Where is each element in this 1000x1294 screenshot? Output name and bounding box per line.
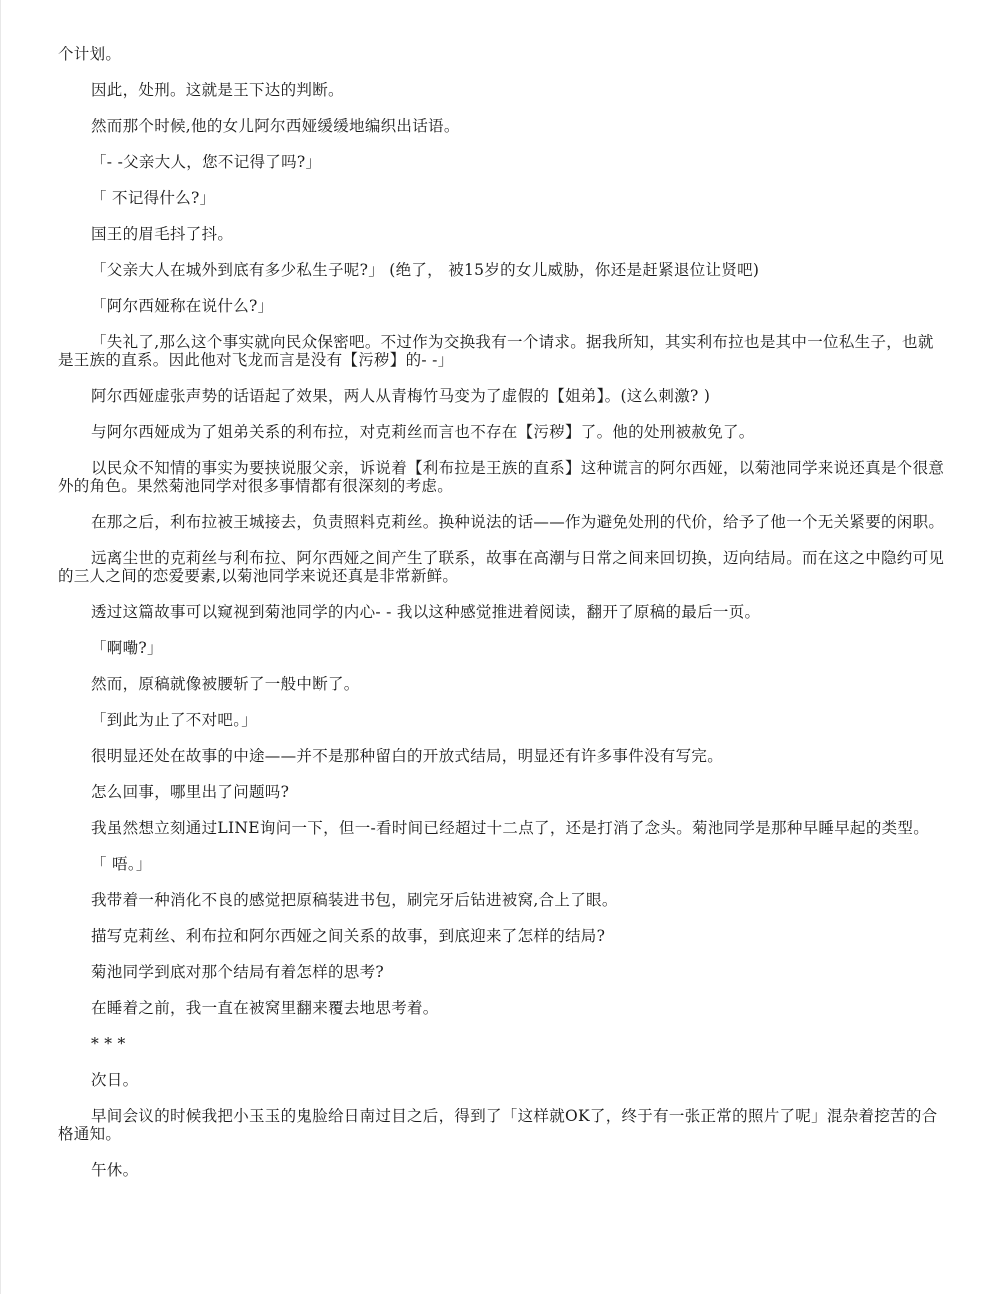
document-body [58, 45, 948, 1197]
paragraph: 然而那个时候,他的女儿阿尔西娅缓缓地编织出话语。 [91, 117, 460, 135]
dialogue-line: 「父亲大人在城外到底有多少私生子呢?」 (绝了， 被15岁的女儿威胁，你还是赶紧退位让贤吧) [91, 261, 760, 279]
dialogue-line: 「- -父亲大人，您不记得了吗?」 [91, 153, 322, 171]
paragraph: 我带着一种消化不良的感觉把原稿装进书包，刷完牙后钻进被窝,合上了眼。 [91, 891, 618, 909]
paragraph: 我虽然想立刻通过LINE询问一下，但一-看时间已经超过十二点了，还是打消了念头。菊池同学是那种早睡早起的类型。 [91, 819, 930, 837]
paragraph: 描写克莉丝、利布拉和阿尔西娅之间关系的故事，到底迎来了怎样的结局? [91, 927, 606, 945]
paragraph: 在那之后，利布拉被王城接去，负责照料克莉丝。换种说法的话——作为避免处刑的代价，给予了他一个无关紧要的闲职。 [91, 513, 945, 531]
paragraph: 很明显还处在故事的中途——并不是那种留白的开放式结局，明显还有许多事件没有写完。 [91, 747, 724, 765]
paragraph: 菊池同学到底对那个结局有着怎样的思考? [91, 963, 385, 981]
dialogue-line: 「到此为止了不对吧。」 [91, 711, 258, 729]
paragraph: 以民众不知情的事实为要挟说服父亲，诉说着【利布拉是王族的直系】这种谎言的阿尔西娅，以菊池同学来说还真是个很意外的角色。果然菊池同学对很多事情都有很深刻的考虑。 [58, 459, 945, 495]
section-break: * * * [91, 1035, 126, 1053]
paragraph: 远离尘世的克莉丝与利布拉、阿尔西娅之间产生了联系，故事在高潮与日常之间来回切换，迈向结局。而在这之中隐约可见的三人之间的恋爱要素,以菊池同学来说还真是非常新鲜。 [58, 549, 945, 585]
dialogue-line: 「失礼了,那么这个事实就向民众保密吧。不过作为交换我有一个请求。据我所知，其实利布拉也是其中一位私生子，也就是王族的直系。因此他对飞龙而言是没有【污秽】的- -」 [58, 333, 934, 369]
paragraph: 国王的眉毛抖了抖。 [91, 225, 234, 243]
paragraph: 早间会议的时候我把小玉玉的鬼脸给日南过目之后，得到了「这样就OK了，终于有一张正常的照片了呢」混杂着挖苦的合格通知。 [58, 1107, 938, 1143]
paragraph: 因此，处刑。这就是王下达的判断。 [91, 81, 344, 99]
paragraph: 透过这篇故事可以窥视到菊池同学的内心- - 我以这种感觉推进着阅读，翻开了原稿的最后一页。 [91, 603, 761, 621]
dialogue-line: 「阿尔西娅称在说什么?」 [91, 297, 274, 315]
dialogue-line: 「 不记得什么?」 [91, 189, 216, 207]
dialogue-line: 「啊嘞?」 [91, 639, 163, 657]
paragraph: 阿尔西娅虚张声势的话语起了效果，两人从青梅竹马变为了虚假的【姐弟】。(这么刺激? ) [91, 387, 711, 405]
paragraph: 次日。 [91, 1071, 139, 1089]
dialogue-line: 「 唔。」 [91, 855, 152, 873]
paragraph: 午休。 [91, 1161, 139, 1179]
paragraph: 然而，原稿就像被腰斩了一般中断了。 [91, 675, 360, 693]
paragraph: 在睡着之前，我一直在被窝里翻来覆去地思考着。 [91, 999, 439, 1017]
paragraph: 与阿尔西娅成为了姐弟关系的利布拉，对克莉丝而言也不存在【污秽】了。他的处刑被赦免了。 [91, 423, 755, 441]
paragraph: 个计划。 [58, 45, 122, 63]
paragraph: 怎么回事，哪里出了问题吗? [91, 783, 290, 801]
